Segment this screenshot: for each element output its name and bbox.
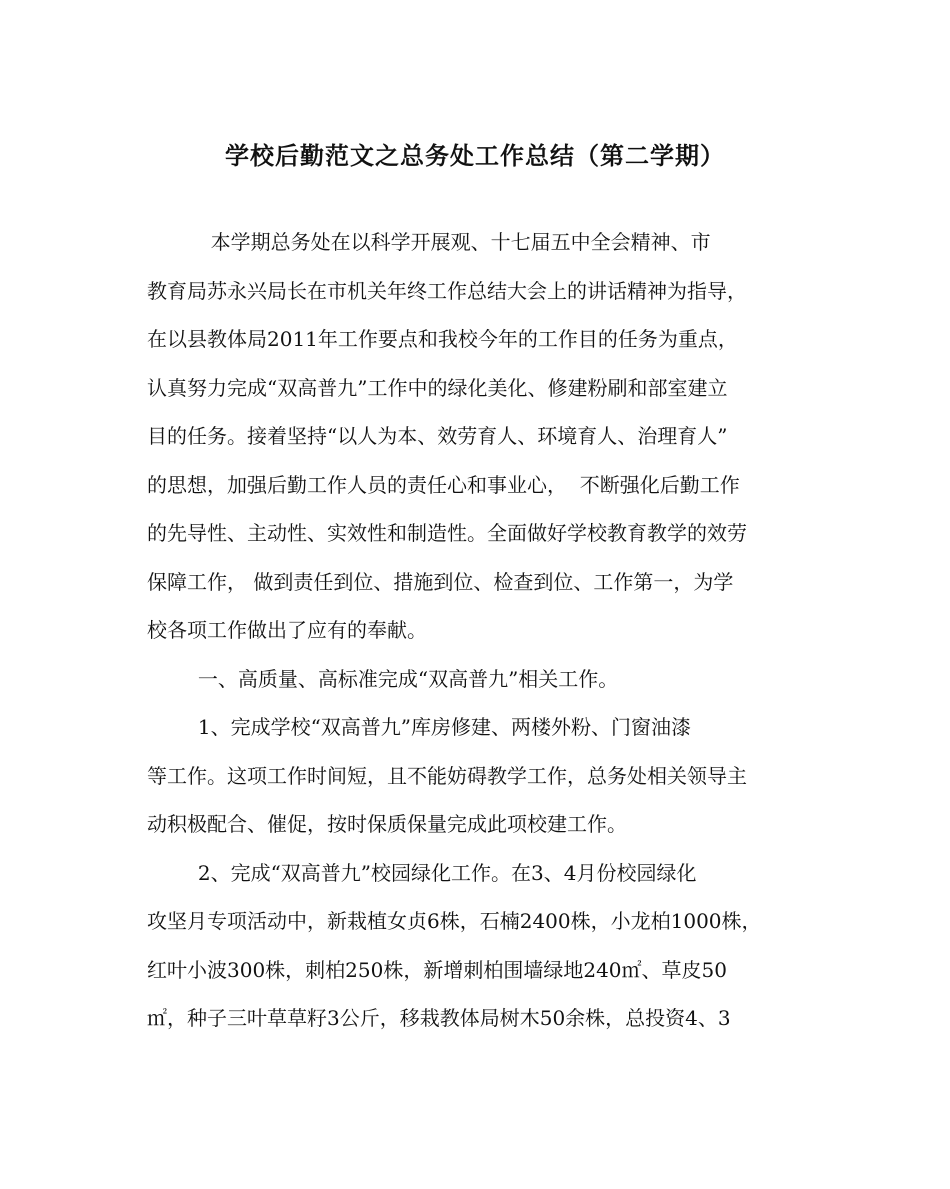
body-line: 攻坚月专项活动中，新栽植女贞6株，石楠2400株，小龙柏1000株，	[147, 909, 762, 933]
body-line: 动积极配合、催促，按时保质保量完成此项校建工作。	[147, 812, 627, 836]
body-line: 目的任务。接着坚持“以人为本、效劳育人、环境育人、治理育人”	[147, 424, 728, 448]
body-line: 的思想，加强后勤工作人员的责任心和事业心， 不断强化后勤工作	[147, 472, 740, 497]
body-line: 保障工作， 做到责任到位、措施到位、检查到位、工作第一，为学	[147, 569, 734, 594]
body-line: 红叶小波300株，刺柏250株，新增刺柏围墙绿地240㎡、草皮50	[147, 957, 727, 982]
body-line: 教育局苏永兴局长在市机关年终工作总结大会上的讲话精神为指导，	[147, 278, 747, 303]
body-line: 认真努力完成“双高普九”工作中的绿化美化、修建粉刷和部室建立	[147, 375, 728, 400]
section-heading: 一、高质量、高标准完成“双高普九”相关工作。	[147, 666, 619, 691]
body-line: 校各项工作做出了应有的奉献。	[147, 618, 427, 642]
body-line: 本学期总务处在以科学开展观、十七届五中全会精神、市	[147, 230, 711, 254]
body-line: 在以县教体局2011年工作要点和我校今年的工作目的任务为重点，	[147, 327, 738, 351]
body-line: 的先导性、主动性、实效性和制造性。全面做好学校教育教学的效劳	[147, 521, 747, 545]
body-line: 2、完成“双高普九”校园绿化工作。在3、4月份校园绿化	[147, 860, 697, 885]
document-title: 学校后勤范文之总务处工作总结（第二学期）	[225, 142, 725, 170]
body-line: 1、完成学校“双高普九”库房修建、两楼外粉、门窗油漆	[147, 715, 692, 739]
body-line: 等工作。这项工作时间短，且不能妨碍教学工作，总务处相关领导主	[147, 763, 747, 788]
document-body	[147, 218, 827, 1043]
body-line: ㎡，种子三叶草草籽3公斤，移栽教体局树木50余株，总投资4、3	[147, 1006, 731, 1030]
